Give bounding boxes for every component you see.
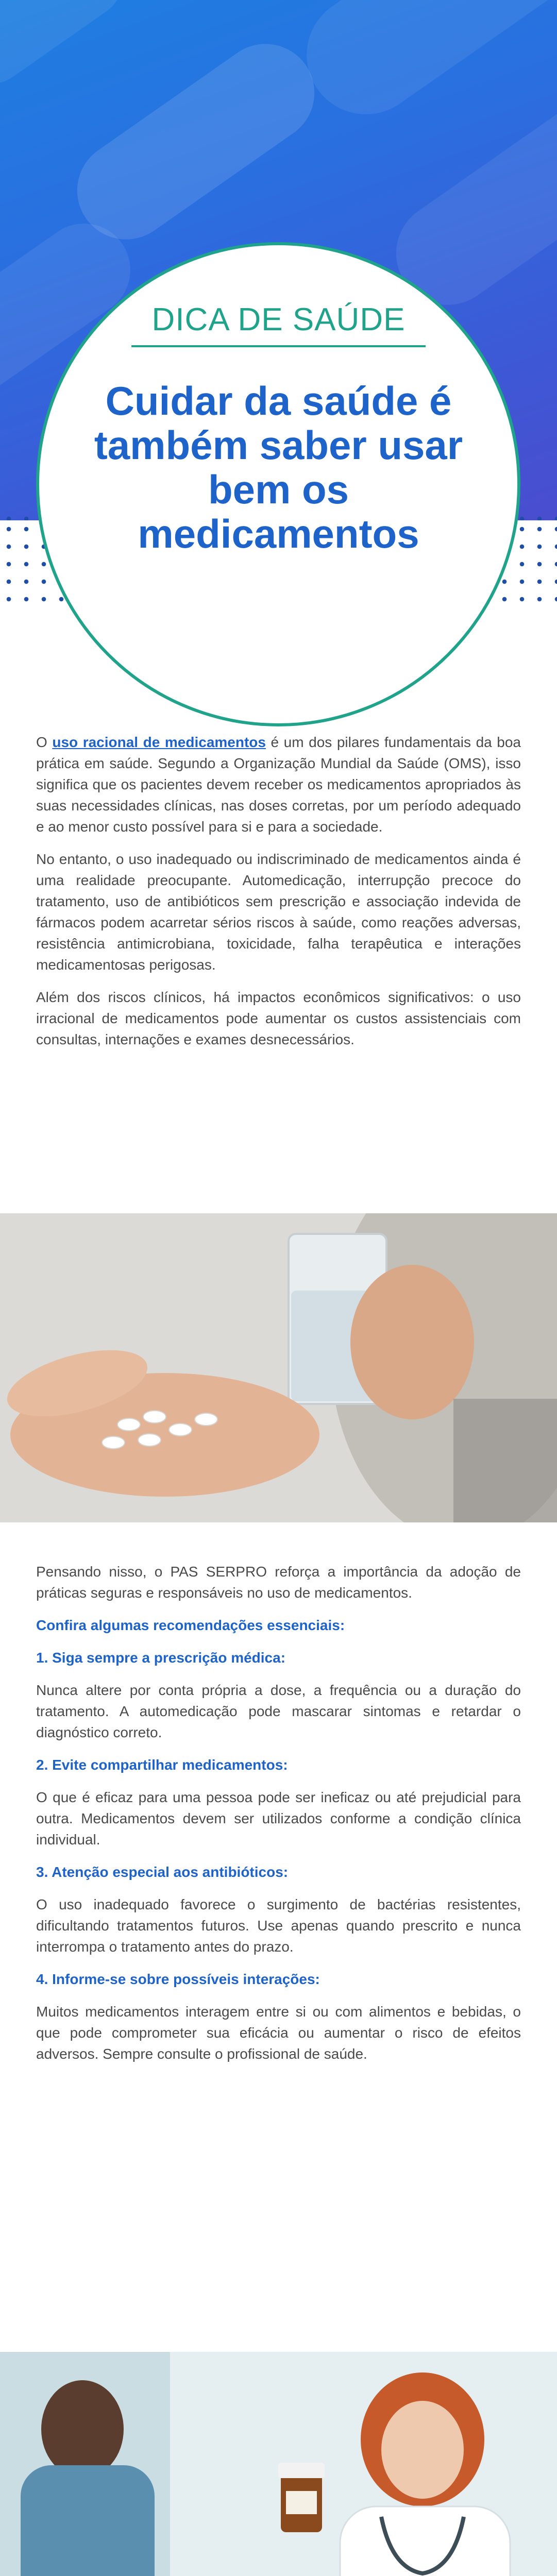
rec-3-title: 3. Atenção especial aos antibióticos: — [36, 1864, 289, 1880]
recommendations-heading: Confira algumas recomendações essenciais: — [36, 1617, 345, 1633]
recommendations-section — [36, 1561, 521, 2076]
rec-3-body: O uso inadequado favorece o surgimento de bactérias resistentes, dificultando tratamentos futuros. Use apenas quando prescrito e nunca interrompa o tratamento antes do prazo. — [36, 1896, 521, 1955]
section-eyebrow: DICA DE SAÚDE — [151, 302, 406, 337]
rec-4-body: Muitos medicamentos interagem entre si ou com alimentos e bebidas, o que pode comprometer sua eficácia ou aumentar o risco de efeitos adversos. Sempre consulte o profissional de saúde. — [36, 2004, 521, 2062]
eyebrow-divider — [131, 345, 426, 347]
rec-1-title: 1. Siga sempre a prescrição médica: — [36, 1650, 286, 1666]
intro-highlight: uso racional de medicamentos — [52, 734, 266, 750]
recommendations-lead: Pensando nisso, o PAS SERPRO reforça a importância da adoção de práticas seguras e responsáveis no uso de medicamentos. — [36, 1564, 521, 1601]
intro-paragraph-2: No entanto, o uso inadequado ou indiscriminado de medicamentos ainda é uma realidade preocupante. Automedicação, interrupção precoce do tratamento, uso de antibióticos sem prescrição e associação indevida de fármacos podem acarretar sérios riscos à saúde, como reações adversas, resistência antimicrobiana, toxicidade, falha terapêutica e interações medicamentosas perigosas. — [36, 851, 521, 973]
intro-section — [36, 732, 521, 1061]
photo-pills-and-water — [0, 1213, 557, 1522]
consultation-illustration — [0, 2352, 557, 2576]
rec-1-body: Nunca altere por conta própria a dose, a frequência ou a duração do tratamento. A automedicação pode mascarar sintomas e retardar o diagnóstico correto. — [36, 1682, 521, 1740]
photo-doctor-consultation — [0, 2352, 557, 2576]
rec-2-body: O que é eficaz para uma pessoa pode ser ineficaz ou até prejudicial para outra. Medicamentos devem ser utilizados conforme a condição clínica individual. — [36, 1789, 521, 1848]
pills-illustration — [0, 1213, 557, 1522]
intro-paragraph-1: O uso racional de medicamentos é um dos pilares fundamentais da boa prática em saúde. Segundo a Organização Mundial da Saúde (OMS), isso significa que os pacientes devem receber os medicamentos apropriados às suas necessidades clínicas, nas doses corretas, por um período adequado e ao menor custo possível para si e para a sociedade. — [36, 734, 521, 835]
rec-2-title: 2. Evite compartilhar medicamentos: — [36, 1757, 288, 1773]
intro-paragraph-3: Além dos riscos clínicos, há impactos econômicos significativos: o uso irracional de medicamentos pode aumentar os custos assistenciais com consultas, internações e exames desnecessários. — [36, 989, 521, 1047]
page-title: Cuidar da saúde é também saber usar bem os medicamentos — [94, 378, 463, 556]
rec-4-title: 4. Informe-se sobre possíveis interações: — [36, 1971, 320, 1987]
